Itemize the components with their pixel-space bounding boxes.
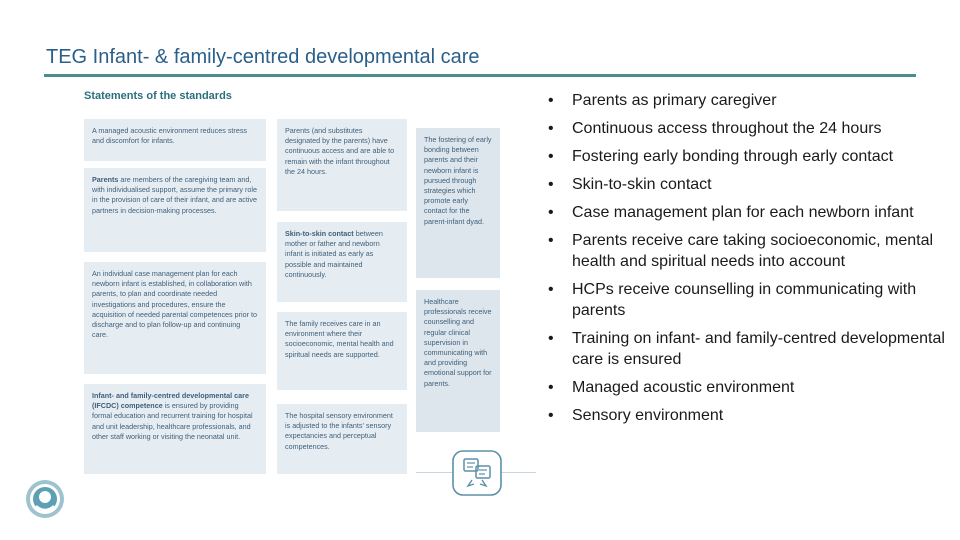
card-family-receives	[277, 312, 407, 390]
bullet-text: Skin-to-skin contact	[572, 176, 712, 193]
summary-bullet-list	[548, 90, 948, 426]
bullet-symbol: •	[548, 120, 554, 137]
card-case-plan-text: An individual case management plan for each newborn infant is established, in collaboration with parents, to plan and coordinate needed investigations and procedures, ensure the acquisition of needed parental competences prior to discharge and to plan follow-up and continuing care.	[92, 269, 258, 340]
bullet-text: Parents as primary caregiver	[572, 92, 777, 109]
card-sensory	[277, 404, 407, 474]
bullet-text: HCPs receive counselling in communicating with parents	[572, 281, 917, 319]
bullet-text: Case management plan for each newborn infant	[572, 204, 914, 221]
bullet-symbol: •	[548, 176, 554, 193]
bullet-item	[548, 90, 948, 111]
bullet-symbol: •	[548, 204, 554, 221]
bullet-text: Fostering early bonding through early contact	[572, 148, 894, 165]
card-hcp	[416, 290, 500, 432]
bullet-item	[548, 146, 948, 167]
card-family-receives-text: The family receives care in an environment where their socioeconomic, mental health and spiritual needs are supported.	[285, 319, 394, 359]
bullet-text: Managed acoustic environment	[572, 379, 795, 396]
card-bonding-text: The fostering of early bonding between parents and their newborn infant is pursued through strategies which promote early contact for the parent-infant dyad.	[424, 135, 492, 226]
card-skin-text: between mother or father and newborn infant is initiated as early as possible and maintained continuously.	[285, 229, 383, 279]
bullet-symbol: •	[548, 330, 554, 347]
bullet-text: Sensory environment	[572, 407, 724, 424]
document-chat-icon	[452, 450, 502, 496]
card-bonding	[416, 128, 500, 278]
bullet-item	[548, 202, 948, 223]
card-case-plan	[84, 262, 266, 374]
bullet-item	[548, 118, 948, 139]
bullet-symbol: •	[548, 407, 554, 424]
card-parents-members-bold: Parents	[92, 175, 119, 184]
bullet-symbol: •	[548, 148, 554, 165]
slide-title: TEG Infant- & family-centred developmental care	[46, 46, 480, 68]
card-access	[277, 119, 407, 211]
card-ifcdc-bold: Infant- and family-centred developmental care (IFCDC) competence	[92, 391, 249, 411]
bullet-item	[548, 174, 948, 195]
title-divider	[44, 74, 916, 77]
bullet-item	[548, 377, 948, 398]
card-parents-members	[84, 168, 266, 252]
bullet-text: Parents receive care taking socioeconomic, mental health and spiritual needs into account	[572, 232, 934, 270]
card-skin	[277, 222, 407, 302]
standards-heading: Statements of the standards	[84, 90, 232, 102]
card-hcp-text: Healthcare professionals receive counselling and regular clinical supervision in communicating with and providing emotional support for parents.	[424, 297, 492, 388]
card-access-text: Parents (and substitutes designated by the parents) have continuous access and are able to remain with the infant throughout the 24 hours.	[285, 126, 395, 176]
bullet-item	[548, 328, 948, 370]
card-skin-bold: Skin-to-skin contact	[285, 229, 354, 238]
card-ifcdc-text: is ensured by providing formal education and recurrent training for hospital and unit leadership, healthcare professionals, and other staff working or visiting the neonatal unit.	[92, 401, 253, 441]
card-sensory-text: The hospital sensory environment is adjusted to the infants' sensory expectancies and perceptual competences.	[285, 411, 393, 451]
bullet-symbol: •	[548, 379, 554, 396]
card-acoustic-text: A managed acoustic environment reduces stress and discomfort for infants.	[92, 126, 248, 146]
bullet-item	[548, 230, 948, 272]
bullet-text: Continuous access throughout the 24 hours	[572, 120, 882, 137]
card-ifcdc	[84, 384, 266, 474]
organization-logo-icon	[24, 478, 66, 520]
bullet-item	[548, 405, 948, 426]
card-parents-members-text: are members of the caregiving team and, with individualised support, assume the primary role in the provision of care of their infant, and are active partners in decision-making processes.	[92, 175, 258, 215]
card-acoustic	[84, 119, 266, 161]
bullet-item	[548, 279, 948, 321]
bullet-symbol: •	[548, 281, 554, 298]
bullet-text: Training on infant- and family-centred developmental care is ensured	[572, 330, 945, 368]
bullet-symbol: •	[548, 92, 554, 109]
bullet-symbol: •	[548, 232, 554, 249]
